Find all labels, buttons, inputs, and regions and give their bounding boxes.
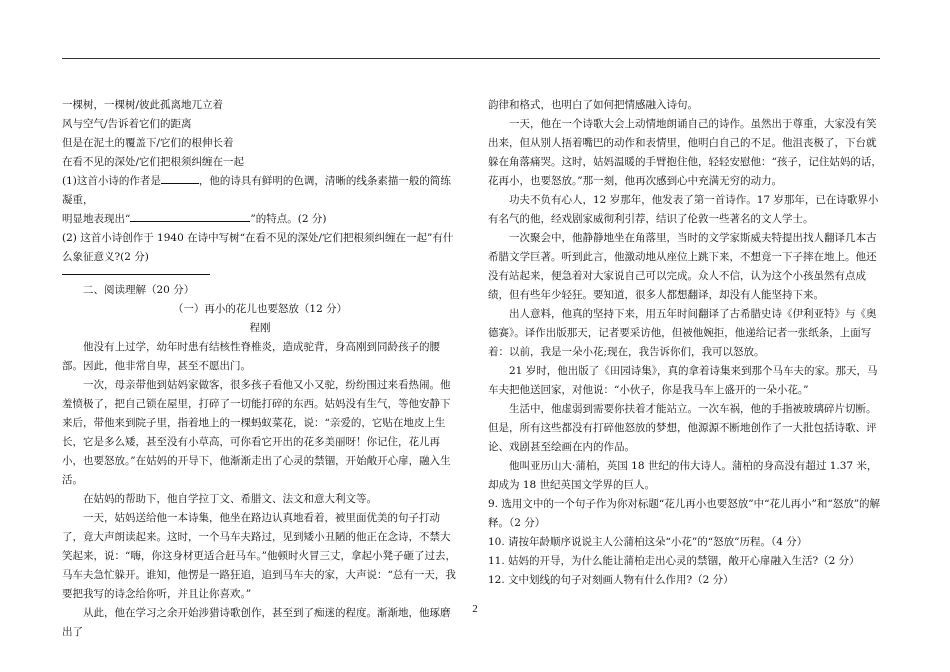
question-1-text-a: (1)这首小诗的作者是 xyxy=(62,175,161,187)
poem-line: 在看不见的深处/它们把根须纠缠在一起 xyxy=(62,156,245,168)
article-paragraph: 他叫亚历山大·蒲柏，英国 18 世纪的伟大诗人。蒲柏的身高没有超过 1.37 米，却成为 18 世纪英国文学界的巨人。 xyxy=(488,460,878,491)
question-1-text-d: ”的特点。(2 分) xyxy=(250,213,327,225)
article-paragraph: 一天，姑妈送给他一本诗集，他坐在路边认真地看着，被里面优美的句子打动了，竟大声朗读起来。这时，一个马车夫路过，见到矮小丑陋的他正在念诗，不禁大笑起来，说：“嗨，你这身材更适合赶马车。”他顿时火冒三丈，拿起小凳子砸了过去，马车夫急忙躲开。谁知，他愣是一路狂追，追到马车夫的家，大声说：“总有一天，我要把我写的诗念给你听，并且让你喜欢。” xyxy=(62,512,456,600)
question-9: 9. 选用文中的一个句子作为你对标题“花儿再小也要怒放”中“花儿再小”和“怒放”的解释。（2 分） xyxy=(488,498,881,529)
question-2: (2) 这首小诗创作于 1940 在诗中写树“在看不见的深处/它们把根须纠缠在一起”有什么象征意义?(2 分) xyxy=(62,232,454,263)
left-column xyxy=(62,96,458,642)
answer-line[interactable] xyxy=(62,267,210,275)
page-number: 2 xyxy=(472,603,478,615)
question-10: 10. 请按年龄顺序说说主人公蒲柏这朵“小花”的“怒放”历程。（4 分） xyxy=(488,536,808,548)
poem-line: 一棵树，一棵树/彼此孤离地兀立着 xyxy=(62,99,224,111)
answer-blank[interactable] xyxy=(161,173,199,184)
subsection-title: （一）再小的花儿也要怒放（12 分） xyxy=(172,303,348,315)
article-author: 程刚 xyxy=(249,322,271,334)
right-column xyxy=(488,96,884,590)
article-paragraph: 一次，母亲带他到姑妈家做客，很多孩子看他又小又驼，纷纷围过来看热闹。他羞愤极了，把自己锁在屋里，打碎了一切能打碎的东西。姑妈没有生气，等他安静下来后，带他来到院子里，指着地上的一棵蚂蚁菜花，说：“亲爱的，它贴在地皮上生长，它是多么矮，甚至没有小草高，可你看它开出的花多美丽呀！你记住，花儿再小，也要怒放。”在姑妈的开导下，他渐渐走出了心灵的禁锢，开始敞开心扉，融入生活。 xyxy=(62,379,451,486)
top-rule xyxy=(62,58,880,59)
question-12: 12. 文中划线的句子对刻画人物有什么作用?（2 分） xyxy=(488,574,734,586)
question-1 xyxy=(62,172,458,210)
answer-blank[interactable] xyxy=(130,211,250,222)
article-paragraph: 他没有上过学，幼年时患有结核性脊椎炎，造成驼背，身高刚到同龄孩子的腰部。因此，他非常自卑，甚至不愿出门。 xyxy=(62,341,440,372)
article-paragraph: 从此，他在学习之余开始涉猎诗歌创作，甚至到了痴迷的程度。渐渐地，他琢磨出了 xyxy=(62,607,451,638)
question-1-cont xyxy=(62,210,458,229)
article-paragraph: 一天，他在一个诗歌大会上动情地朗诵自己的诗作。虽然出于尊重，大家没有笑出来，但从别人捂着嘴巴的动作和表情里，他明白自己的不足。他沮丧极了，下台就躲在角落痛哭。这时，姑妈温暖的手臂抱住他，轻轻安慰他：“孩子，记住姑妈的话，花再小，也要怒放。”那一刻，他再次感到心中充满无穷的动力。 xyxy=(488,118,882,187)
article-paragraph: 一次聚会中，他静静地坐在角落里，当时的文学家斯威夫特提出找人翻译几本古希腊文学巨著。听到此言，他激动地从座位上跳下来，不想竟一下子摔在地上。他还没有站起来，便急着对大家说自己可以完成。众人不信，认为这个小孩虽然有点成绩，但有些年少轻狂。要知道，很多人都想翻译，却没有人能坚持下来。 xyxy=(488,232,877,301)
question-1-text-c: 明显地表现出“ xyxy=(62,213,131,225)
article-paragraph: 韵律和格式，也明白了如何把情感融入诗句。 xyxy=(488,99,698,111)
question-11: 11. 姑妈的开导，为什么能让蒲柏走出心灵的禁锢，敞开心扉融入生活?（2 分） xyxy=(488,555,860,567)
article-paragraph: 功夫不负有心人，12 岁那年，他发表了第一首诗作。17 岁那年，已在诗歌界小有名气的他，经戏剧家威彻利引荐，结识了伦敦一些著名的文人学士。 xyxy=(488,194,879,225)
article-paragraph: 在姑妈的帮助下，他自学拉丁文、希腊文、法文和意大利文等。 xyxy=(83,493,377,505)
poem-line: 风与空气/告诉着它们的距离 xyxy=(62,118,192,130)
article-paragraph: 21 岁时，他出版了《田园诗集》，真的拿着诗集来到那个马车夫的家。那天，马车夫把他送回家，对他说：“小伙子，你是我马车上盛开的一朵小花。” xyxy=(488,365,878,396)
article-paragraph: 生活中，他虚弱到需要你扶着才能站立。一次车祸，他的手指被玻璃碎片切断。但是，所有这些都没有打碎他怒放的梦想，他源源不断地创作了一大批包括诗歌、评论、戏剧甚至绘画在内的作品。 xyxy=(488,403,877,453)
article-paragraph: 出人意料，他真的坚持下来，用五年时间翻译了古希腊史诗《伊利亚特》与《奥德赛》。译作出版那天，记者要采访他，但被他婉拒，他递给记者一张纸条，上面写着：以前，我是一朵小花;现在，我告诉你们，我可以怒放。 xyxy=(488,308,877,358)
section-heading: 二、阅读理解（20 分） xyxy=(83,284,195,296)
question-1-text-b: ，他的诗具有鲜明的色调，清晰的线条素描一般的简练凝重， xyxy=(62,175,451,206)
poem-line: 但是在泥土的覆盖下/它们的根伸长着 xyxy=(62,137,234,149)
